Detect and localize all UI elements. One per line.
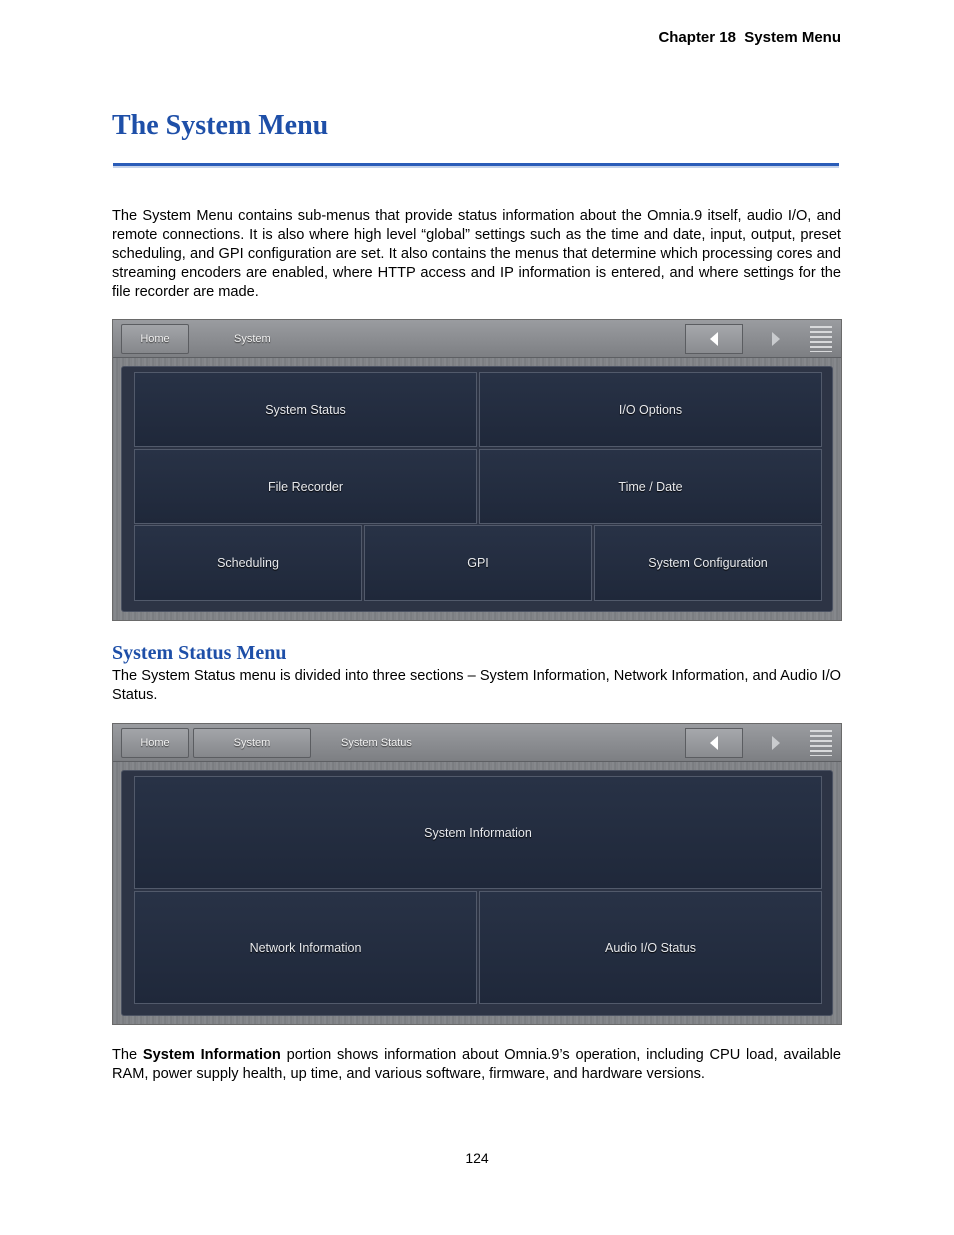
scheduling-button[interactable]: Scheduling: [134, 525, 362, 601]
system-menu-screenshot: [112, 319, 842, 621]
closing-bold-term: System Information: [142, 1047, 281, 1063]
title-rule-shadow: [113, 166, 839, 168]
io-options-button[interactable]: I/O Options: [479, 372, 822, 447]
intro-paragraph: The System Menu contains sub-menus that provide status information about the Omnia.9 itself, audio I/O, and remote connections. It is also where high level “global” settings such as the time and date, input, output, preset scheduling, and GPI configuration are set. It also contains the menus that determine which processing cores and streaming encoders are enabled, where HTTP access and IP information is entered, and where settings for the file recorder are made.: [112, 208, 841, 300]
breadcrumb-current: System Status: [341, 737, 412, 749]
system-status-button[interactable]: System Status: [134, 372, 477, 447]
forward-arrow-icon: [772, 332, 780, 346]
system-information-button[interactable]: System Information: [134, 776, 822, 889]
system-status-screenshot: [112, 723, 842, 1025]
forward-button[interactable]: [747, 728, 805, 758]
page-title: The System Menu: [112, 110, 329, 141]
top-bar: [113, 724, 841, 762]
section-paragraph: The System Status menu is divided into three sections – System Information, Network Information, and Audio I/O Status.: [112, 668, 841, 703]
system-configuration-button[interactable]: System Configuration: [594, 525, 822, 601]
running-head: Chapter 18 System Menu: [658, 29, 841, 46]
menu-icon[interactable]: [810, 730, 832, 756]
section-heading: System Status Menu: [112, 642, 287, 664]
gpi-button[interactable]: GPI: [364, 525, 592, 601]
closing-paragraph: [112, 1046, 841, 1084]
menu-icon[interactable]: [810, 326, 832, 352]
back-button[interactable]: [685, 324, 743, 354]
closing-lead: The: [112, 1047, 143, 1063]
page-number: 124: [465, 1150, 489, 1166]
audio-io-status-button[interactable]: Audio I/O Status: [479, 891, 822, 1004]
home-button[interactable]: Home: [121, 324, 189, 354]
breadcrumb-current: System: [234, 333, 271, 345]
top-bar: [113, 320, 841, 358]
network-information-button[interactable]: Network Information: [134, 891, 477, 1004]
forward-button[interactable]: [747, 324, 805, 354]
back-button[interactable]: [685, 728, 743, 758]
closing-rest: portion shows information about Omnia.9’s operation, including CPU load, available RAM, power supply health, up time, and various software, firmware, and hardware versions.: [112, 1047, 842, 1082]
file-recorder-button[interactable]: File Recorder: [134, 449, 477, 524]
menu-panel: [121, 770, 833, 1016]
time-date-button[interactable]: Time / Date: [479, 449, 822, 524]
forward-arrow-icon: [772, 736, 780, 750]
home-button[interactable]: Home: [121, 728, 189, 758]
back-arrow-icon: [710, 332, 718, 346]
menu-panel: [121, 366, 833, 612]
system-breadcrumb-button[interactable]: System: [193, 728, 311, 758]
back-arrow-icon: [710, 736, 718, 750]
